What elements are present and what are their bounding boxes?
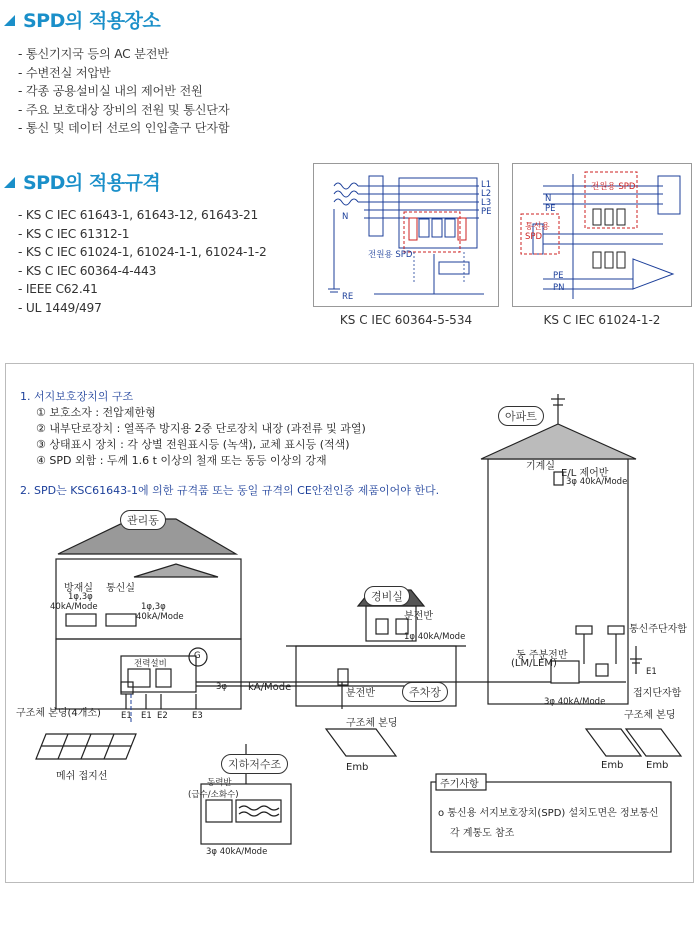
list-item: - KS C IEC 60364-4-443: [18, 263, 157, 278]
figure-caption-left: KS C IEC 60364-5-534: [339, 313, 473, 327]
disaster-room-label: 방재실: [64, 583, 93, 594]
mgmt-spd1-phase: 1φ,3φ: [68, 592, 93, 602]
three-phase-label: 3φ: [216, 682, 228, 692]
mesh-ground-label: 메쉬 접지선: [56, 771, 108, 782]
label-n-right: N: [545, 194, 552, 204]
mech-room-label: 기계실: [526, 461, 555, 472]
section-title-application-places: SPD의 적용장소: [4, 6, 160, 33]
water-supply-label: (급수/소화수): [188, 790, 239, 800]
note-box-title: 주기사항: [440, 779, 479, 790]
list-item: - 수변전실 저압반: [18, 65, 111, 80]
list-item: - KS C IEC 61024-1, 61024-1-1, 61024-1-2: [18, 245, 267, 260]
application-places-list: [18, 45, 229, 138]
note-line-4: ④ SPD 외함 : 두께 1.6 t 이상의 철재 또는 동등 이상의 강재: [36, 454, 327, 467]
e1-label-b: E1: [141, 711, 152, 721]
list-item: - KS C IEC 61312-1: [18, 226, 130, 241]
note-line-2: ② 내부단로장치 : 열폭주 방지용 2중 단로장치 내장 (과전류 및 과열): [36, 422, 366, 435]
list-item: - IEEE C62.41: [18, 282, 98, 297]
apartment-building: [488, 459, 628, 704]
main-panel-label: 동 주분전반: [516, 650, 568, 661]
label-pn: PN: [553, 283, 565, 293]
note-box-line-1: o 통신용 서지보호장치(SPD) 설치도면은 정보통신: [438, 808, 659, 819]
e3-label: E3: [192, 711, 203, 721]
el-panel-label: E/L 제어반: [561, 468, 609, 479]
ground-terminal-label: 접지단자함: [633, 688, 682, 699]
figure-caption-right: KS C IEC 61024-1-2: [543, 313, 661, 327]
emb-label-3: Emb: [646, 760, 669, 771]
section-title-standards: SPD의 적용규격: [4, 168, 160, 195]
figure-iec-60364: [313, 163, 499, 307]
spd-installation-diagram: [5, 363, 694, 883]
note-line-3: ③ 상태표시 장치 : 각 상별 전원표시등 (녹색), 교체 표시등 (적색): [36, 438, 350, 451]
triangle-bullet-icon: [4, 15, 15, 26]
power-equip-label: 전력설비: [134, 659, 167, 669]
label-power-spd: 전원용 SPD: [368, 250, 413, 260]
figure-iec-60364-drawing: [314, 164, 500, 308]
apartment-label: 아파트: [498, 406, 544, 426]
figure-iec-61024: [512, 163, 692, 307]
triangle-bullet-icon: [4, 177, 15, 188]
note-box-line-2: 각 계통도 참조: [450, 828, 515, 839]
label-re: RE: [342, 292, 354, 302]
dist-panel-label-2: 분전반: [346, 688, 375, 699]
list-item: - UL 1449/497: [18, 300, 102, 315]
parking-label: 주차장: [402, 682, 448, 702]
mgmt-spd1-rating: 40kA/Mode: [50, 602, 98, 612]
list-item: - 통신 및 데이터 선로의 인입출구 단자함: [18, 121, 230, 136]
e1-label-a: E1: [121, 711, 132, 721]
emb-label-1: Emb: [346, 762, 369, 773]
struct-bond-label-2: 구조체 본딩: [624, 710, 676, 721]
e1-label-c: E1: [646, 667, 657, 677]
ka-mode-label: kA/Mode: [248, 682, 292, 693]
guard-spd-label: 1φ 40kA/Mode: [404, 632, 466, 642]
management-label: 관리동: [120, 510, 166, 530]
label-power-spd-right: 전원용 SPD: [591, 182, 636, 192]
standards-list: [18, 206, 267, 318]
lm-lem-label: (LM/LEM): [511, 658, 557, 669]
list-item: - 통신기지국 등의 AC 분전반: [18, 47, 169, 61]
mgmt-spd2-rating: 40kA/Mode: [136, 612, 184, 622]
water-tank-label: 지하저수조: [221, 754, 288, 774]
guard-label: 경비실: [364, 586, 410, 606]
label-pe: PE: [481, 207, 492, 217]
tank-spd-label: 3φ 40kA/Mode: [206, 847, 268, 857]
e2-label: E2: [157, 711, 168, 721]
struct-bond-4-label: 구조체 본딩(4개소): [16, 708, 101, 719]
comm-room-label: 통신실: [106, 583, 135, 594]
struct-bond-label-1: 구조체 본딩: [346, 718, 398, 729]
note-line-1: ① 보호소자 : 전압제한형: [36, 406, 156, 419]
label-l3: L3: [481, 198, 492, 208]
apartment-spd-label: 3φ 40kA/Mode: [566, 477, 628, 487]
note-heading-2: 2. SPD는 KSC61643-1에 의한 규격품 또는 동일 규격의 CE안전인증 제품이어야 한다.: [20, 484, 440, 497]
list-item: - 주요 보호대상 장비의 전원 및 통신단자: [18, 102, 230, 117]
generator-label: G: [194, 651, 201, 661]
dist-panel-label-1: 분전반: [404, 611, 433, 622]
label-l2: L2: [481, 189, 492, 199]
list-item: - 각종 공용설비실 내의 제어반 전원: [18, 84, 203, 99]
label-n: N: [342, 212, 349, 222]
main-spd-label: 3φ 40kA/Mode: [544, 697, 606, 707]
label-pf: PE: [553, 271, 564, 281]
label-pe-right: PE: [545, 204, 556, 214]
power-panel-label: 동력반: [207, 778, 232, 788]
list-item: - KS C IEC 61643-1, 61643-12, 61643-21: [18, 208, 259, 222]
mgmt-spd2-phase: 1φ,3φ: [141, 602, 166, 612]
note-heading-1: 1. 서지보호장치의 구조: [20, 390, 134, 403]
emb-label-2: Emb: [601, 760, 624, 771]
label-l1: L1: [481, 180, 492, 190]
label-comm-spd: 통신용 SPD: [525, 222, 550, 242]
comm-terminal-label: 통신주단자함: [629, 624, 687, 635]
